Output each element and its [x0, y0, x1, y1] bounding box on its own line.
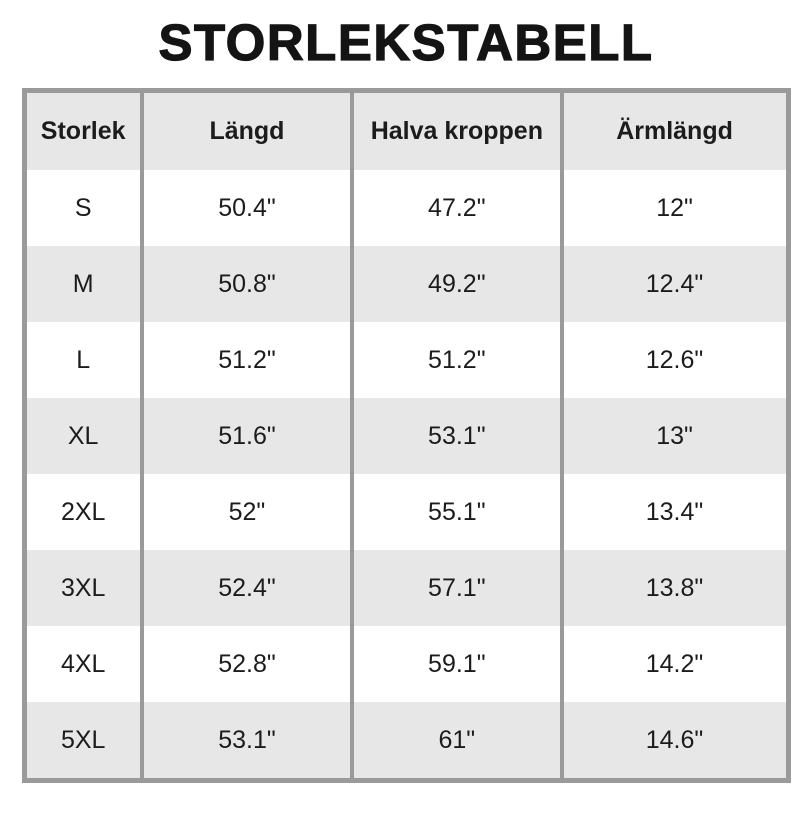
measurement-cell: 51.6": [142, 398, 352, 474]
size-cell: 4XL: [27, 626, 142, 702]
header-langd: Längd: [142, 93, 352, 170]
measurement-cell: 52.4": [142, 550, 352, 626]
header-armlangd: Ärmlängd: [562, 93, 786, 170]
measurement-cell: 14.2": [562, 626, 786, 702]
measurement-cell: 12": [562, 170, 786, 246]
measurement-cell: 51.2": [352, 322, 561, 398]
size-cell: 3XL: [27, 550, 142, 626]
measurement-cell: 53.1": [142, 702, 352, 778]
measurement-cell: 61": [352, 702, 561, 778]
measurement-cell: 13.4": [562, 474, 786, 550]
measurement-cell: 53.1": [352, 398, 561, 474]
measurement-cell: 14.6": [562, 702, 786, 778]
measurement-cell: 52.8": [142, 626, 352, 702]
measurement-cell: 12.6": [562, 322, 786, 398]
size-chart-table: [22, 88, 791, 783]
measurement-cell: 51.2": [142, 322, 352, 398]
table-row: [27, 398, 786, 474]
measurement-cell: 52": [142, 474, 352, 550]
measurement-cell: 47.2": [352, 170, 561, 246]
measurement-cell: 49.2": [352, 246, 561, 322]
size-table: [27, 93, 786, 778]
measurement-cell: 13.8": [562, 550, 786, 626]
header-halva-kroppen: Halva kroppen: [352, 93, 561, 170]
measurement-cell: 50.4": [142, 170, 352, 246]
table-row: [27, 322, 786, 398]
size-cell: 5XL: [27, 702, 142, 778]
measurement-cell: 12.4": [562, 246, 786, 322]
size-cell: XL: [27, 398, 142, 474]
table-header: [27, 93, 786, 170]
table-row: [27, 246, 786, 322]
measurement-cell: 50.8": [142, 246, 352, 322]
header-row: [27, 93, 786, 170]
size-cell: S: [27, 170, 142, 246]
page-title: STORLEKSTABELL: [158, 14, 654, 71]
table-row: [27, 170, 786, 246]
table-row: [27, 702, 786, 778]
header-storlek: Storlek: [27, 93, 142, 170]
size-cell: 2XL: [27, 474, 142, 550]
measurement-cell: 59.1": [352, 626, 561, 702]
table-body: [27, 170, 786, 778]
table-row: [27, 550, 786, 626]
measurement-cell: 55.1": [352, 474, 561, 550]
size-cell: L: [27, 322, 142, 398]
measurement-cell: 13": [562, 398, 786, 474]
measurement-cell: 57.1": [352, 550, 561, 626]
table-row: [27, 626, 786, 702]
size-cell: M: [27, 246, 142, 322]
table-row: [27, 474, 786, 550]
